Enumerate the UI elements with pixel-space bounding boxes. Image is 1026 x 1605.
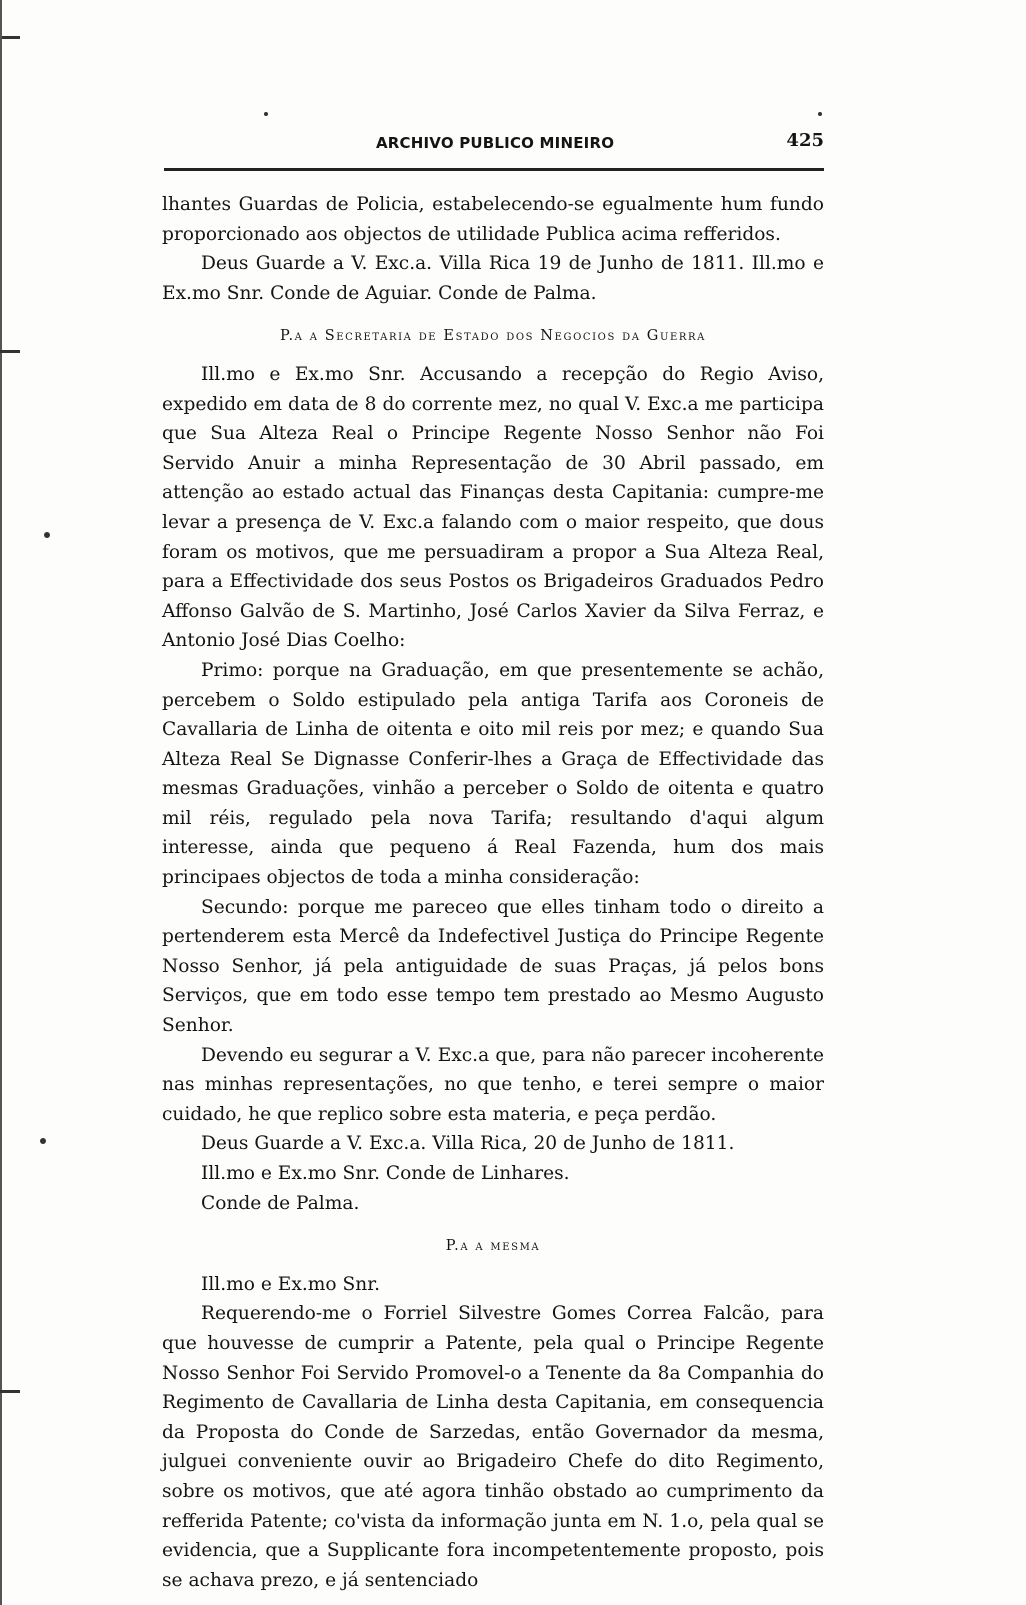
left-margin-line (0, 0, 2, 1605)
paragraph: Deus Guarde a V. Exc.a. Villa Rica 19 de Junho de 1811. Ill.mo e Ex.mo Snr. Conde de Aguiar. Conde de Palma. (162, 253, 824, 304)
running-title: ARCHIVO PUBLICO MINEIRO (376, 134, 615, 152)
page-header (166, 128, 824, 158)
margin-dot (44, 532, 50, 538)
page-number: 425 (786, 130, 824, 151)
left-margin-mark (0, 36, 20, 39)
header-dot (264, 112, 268, 116)
body-text (162, 190, 824, 1595)
paragraph: Ill.mo e Ex.mo Snr. Accusando a recepção do Regio Aviso, expedido em data de 8 do corrente mez, no qual V. Exc.a me participa que Sua Alteza Real o Principe Regente Nosso Senhor não Foi Servido Anuir a minha Representação de 30 Abril passado, em attenção ao estado actual das Finanças desta Capitania: cumpre-me levar a presença de V. Exc.a falando com o maior respeito, que dous foram os motivos, que me persuadiram a propor a Sua Alteza Real, para a Effectividade dos seus Postos os Brigadeiros Graduados Pedro Affonso Galvão de S. Martinho, José Carlos Xavier da Silva Ferraz, e Antonio José Dias Coelho: (162, 363, 824, 652)
paragraph: Devendo eu segurar a V. Exc.a que, para não parecer incoherente nas minhas representações, no que tenho, e terei sempre o maior cuidado, he que replico sobre esta materia, e peça perdão. (162, 1044, 824, 1125)
left-margin-mark (0, 350, 20, 353)
section-heading: P.a a Secretaria de Estado dos Negocios da Guerra (280, 328, 706, 345)
closing-line: Deus Guarde a V. Exc.a. Villa Rica, 20 de Junho de 1811. (201, 1133, 735, 1155)
paragraph: Requerendo-me o Forriel Silvestre Gomes Correa Falcão, para que houvesse de cumprir a Patente, pela qual o Principe Regente Nosso Senhor Foi Servido Promovel-o a Tenente da 8a Companhia do Regimento de Cavallaria de Linha desta Capitania, em consequencia da Proposta do Conde de Sarzedas, então Governador da mesma, julguei conveniente ouvir ao Brigadeiro Chefe do dito Regimento, sobre os motivos, que até agora tinhão obstado ao cumprimento da refferida Patente; co'vista da informação junta em N. 1.o, pela qual se evidencia, que a Supplicante fora incompetentemente proposto, pois se achava prezo, e já sentenciado (162, 1303, 824, 1591)
margin-dot (40, 1138, 46, 1144)
addressee-line: Ill.mo e Ex.mo Snr. Conde de Linhares. (201, 1163, 570, 1184)
header-dot (818, 112, 822, 116)
section-heading: P.a a mesma (445, 1238, 541, 1255)
paragraph: Secundo: porque me pareceo que elles tinham todo o direito a pertenderem esta Mercê da Indefectivel Justiça do Principe Regente Nosso Senhor, já pela antiguidade de suas Praças, já pelos bons Serviços, que em todo esse tempo tem prestado ao Mesmo Augusto Senhor. (162, 896, 824, 1037)
paragraph: Primo: porque na Graduação, em que presentemente se achão, percebem o Soldo estipulado pela antiga Tarifa aos Coroneis de Cavallaria de Linha de oitenta e oito mil reis por mez; e quando Sua Alteza Real Se Dignasse Conferir-lhes a Graça de Effectividade das mesmas Graduações, vinhão a perceber o Soldo de oitenta e quatro mil réis, regulado pela nova Tarifa; resultando d'aqui algum interesse, ainda que pequeno á Real Fazenda, hum dos mais principaes objectos de toda a minha consideração: (162, 659, 824, 889)
signature-line: Conde de Palma. (201, 1192, 360, 1214)
salutation: Ill.mo e Ex.mo Snr. (201, 1273, 380, 1295)
paragraph: lhantes Guardas de Policia, estabelecendo-se egualmente hum fundo proporcionado aos objectos de utilidade Publica acima refferidos. (162, 194, 824, 245)
header-rule (164, 168, 824, 171)
left-margin-mark (0, 1390, 20, 1393)
